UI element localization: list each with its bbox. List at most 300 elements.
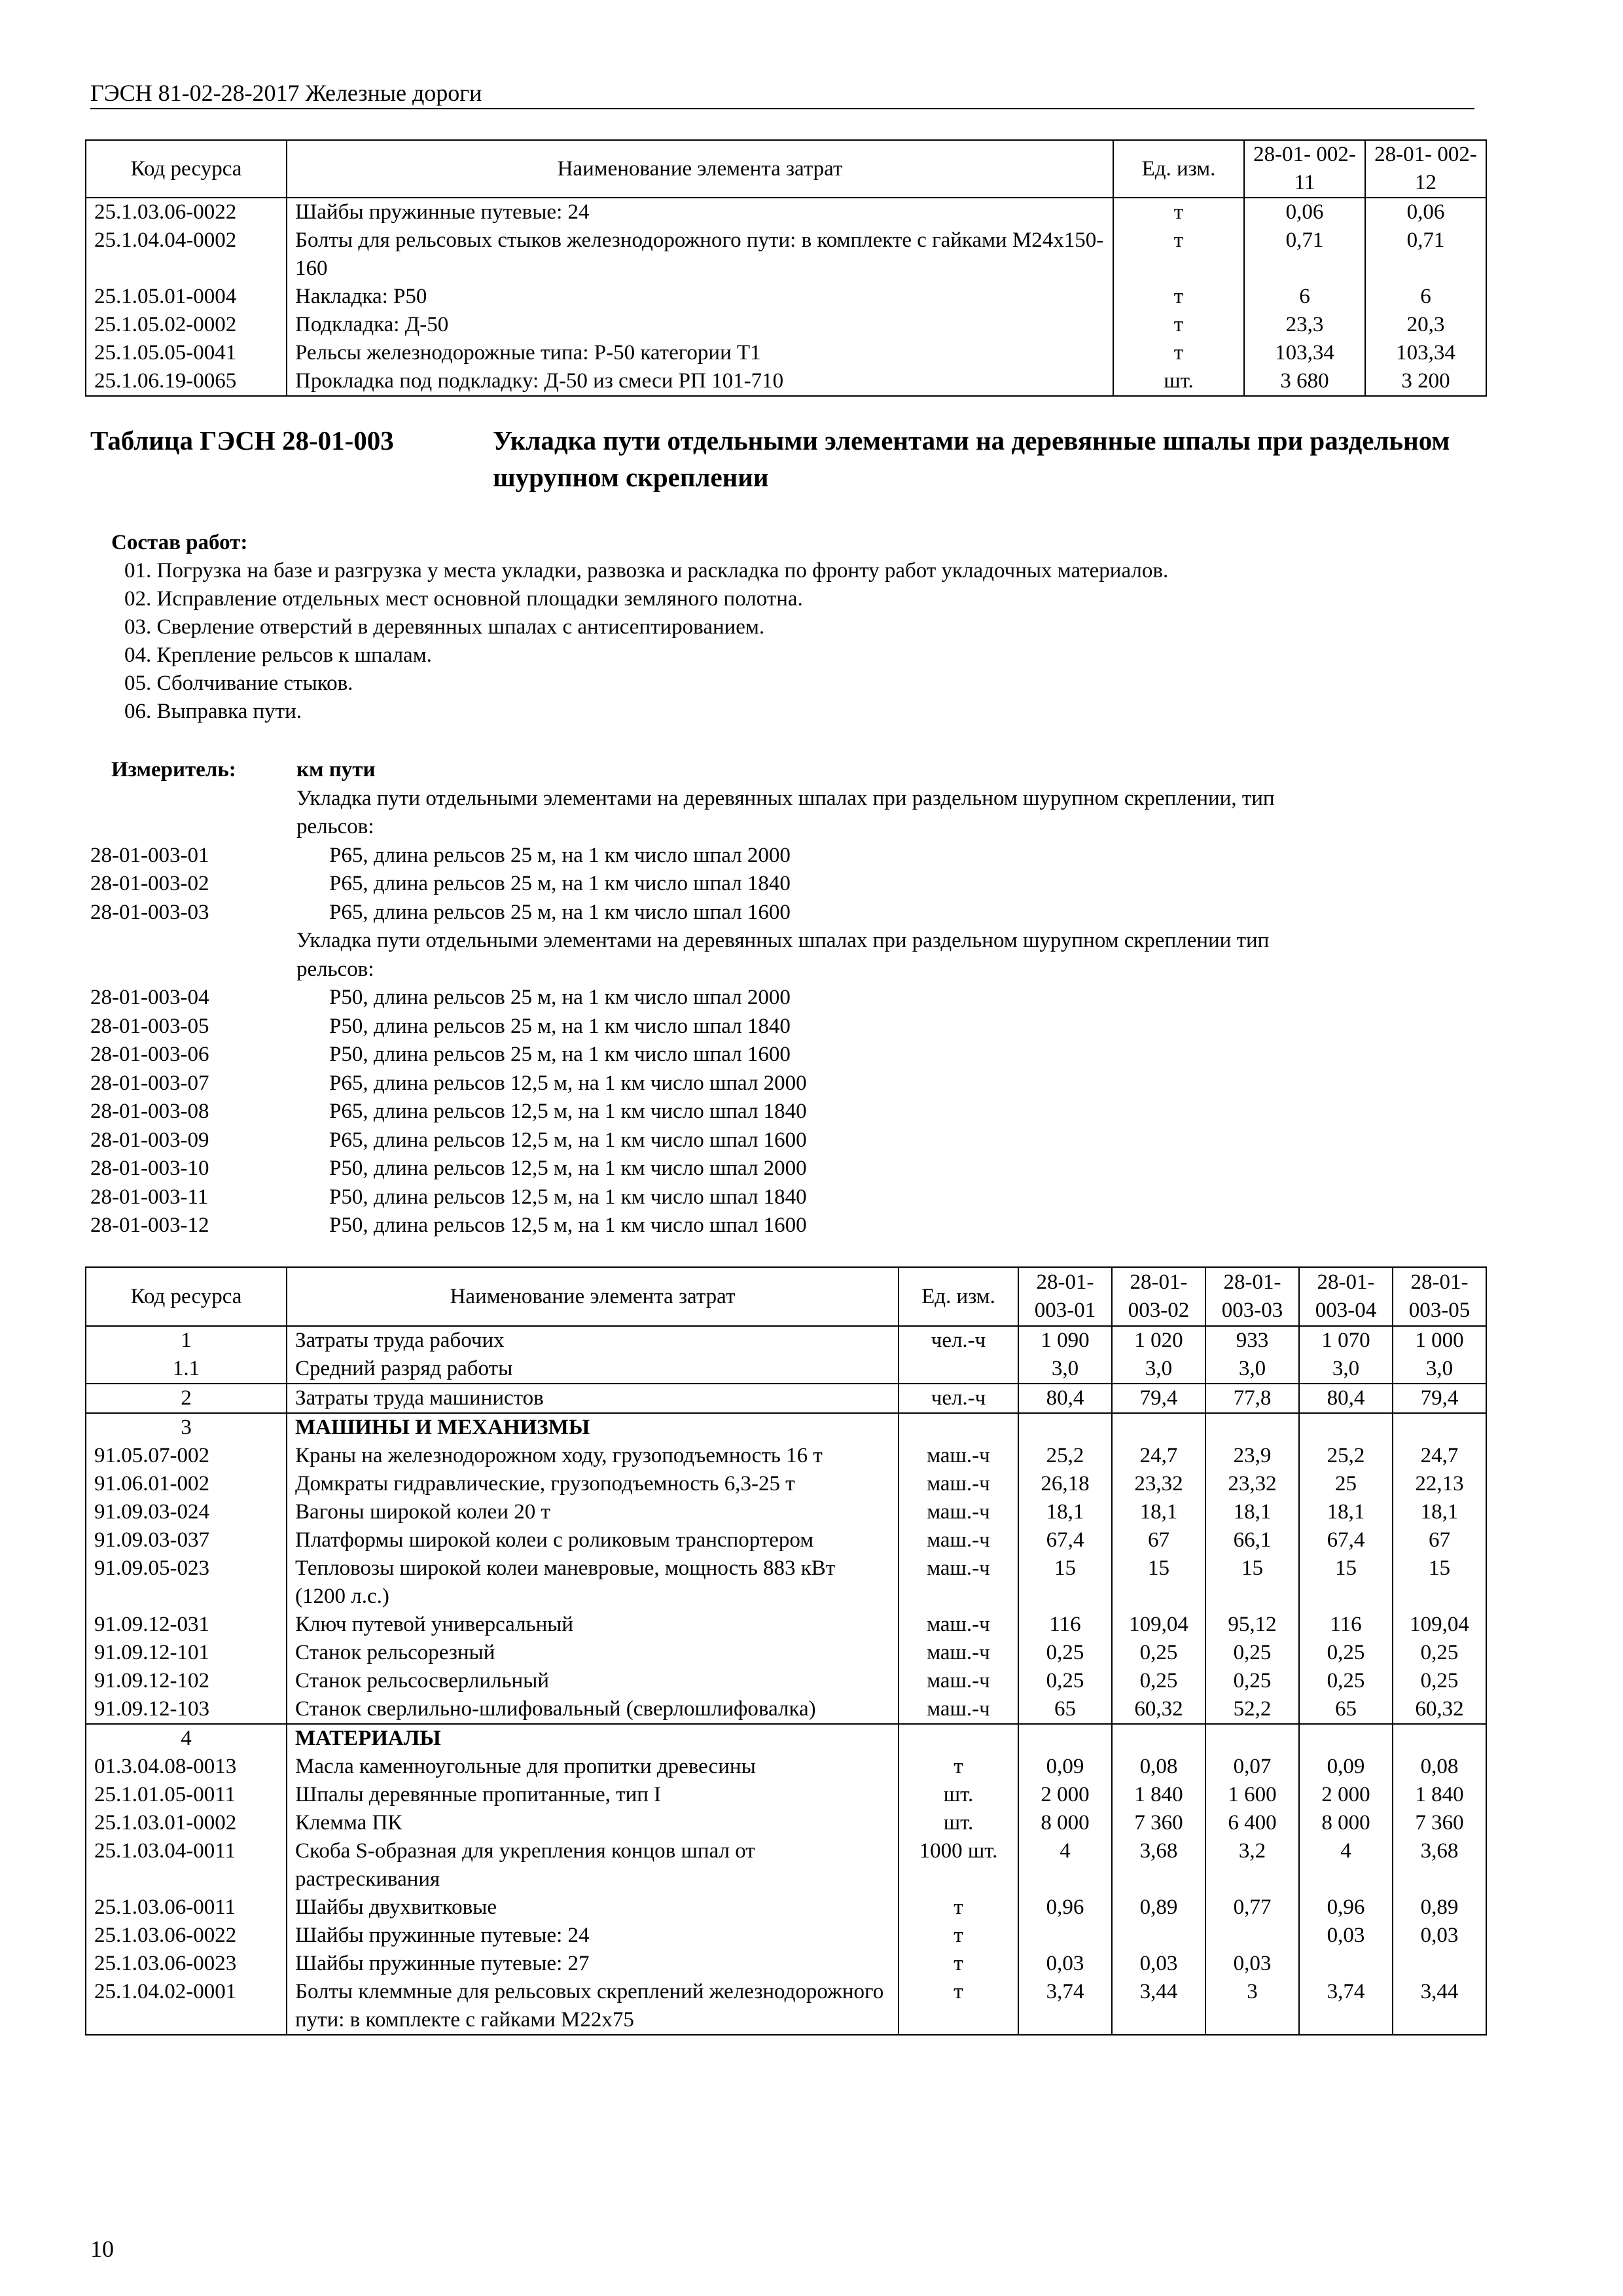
cell-value: 18,1 <box>1112 1498 1205 1526</box>
cell-value: 1 090 <box>1018 1326 1112 1355</box>
col-header-003-03: 28-01- 003-03 <box>1205 1267 1299 1326</box>
cell-unit <box>899 1413 1018 1442</box>
cell-unit: маш.-ч <box>899 1667 1018 1695</box>
cell-value <box>1299 1724 1393 1753</box>
cell-value: 3,0 <box>1205 1355 1299 1384</box>
cell-value: 3,0 <box>1018 1355 1112 1384</box>
cell-unit: маш.-ч <box>899 1442 1018 1470</box>
measure-unit: км пути <box>296 758 376 781</box>
measure-text: Р50, длина рельсов 12,5 м, на 1 км число шпал 1840 <box>329 1185 807 1209</box>
cell-unit: 1000 шт. <box>899 1837 1018 1893</box>
cell-code: 91.09.03-024 <box>86 1498 287 1526</box>
cell-value <box>1112 1413 1205 1442</box>
cell-name: Прокладка под подкладку: Д-50 из смеси РП 101-710 <box>287 367 1113 396</box>
cell-value: 3 <box>1205 1978 1299 2035</box>
cell-value: 3,0 <box>1393 1355 1486 1384</box>
measure-item <box>90 899 1478 927</box>
cell-value: 0,06 <box>1365 198 1486 226</box>
cell-value: 1 000 <box>1393 1326 1486 1355</box>
cell-value: 0,25 <box>1205 1639 1299 1667</box>
cell-code: 91.06.01-002 <box>86 1470 287 1498</box>
cell-value: 25 <box>1299 1470 1393 1498</box>
cell-value: 67,4 <box>1299 1526 1393 1554</box>
cell-value <box>1018 1724 1112 1753</box>
cell-value <box>1299 1413 1393 1442</box>
work-item: 02. Исправление отдельных мест основной площадки земляного полотна. <box>124 587 803 611</box>
cell-value: 1 840 <box>1393 1781 1486 1809</box>
header-rule <box>90 108 1474 109</box>
cell-unit: т <box>899 1950 1018 1978</box>
cell-value: 15 <box>1018 1554 1112 1611</box>
cell-name: Вагоны широкой колеи 20 т <box>287 1498 899 1526</box>
table-row <box>86 367 1486 396</box>
cell-name: Платформы широкой колеи с роликовым транспортером <box>287 1526 899 1554</box>
cell-value <box>1018 1413 1112 1442</box>
page-number: 10 <box>90 2236 114 2262</box>
cell-value: 0,71 <box>1365 226 1486 283</box>
cell-value: 22,13 <box>1393 1470 1486 1498</box>
cell-name: Шайбы пружинные путевые: 24 <box>287 198 1113 226</box>
cell-value: 109,04 <box>1393 1611 1486 1639</box>
cell-unit: чел.-ч <box>899 1326 1018 1355</box>
cell-value: 0,77 <box>1205 1893 1299 1922</box>
measure-code: 28-01-003-10 <box>90 1157 209 1180</box>
cell-code: 25.1.05.02-0002 <box>86 311 287 339</box>
cell-unit: шт. <box>899 1809 1018 1837</box>
cell-code: 25.1.03.06-0022 <box>86 198 287 226</box>
measure-code: 28-01-003-05 <box>90 1014 209 1038</box>
cell-name: Домкраты гидравлические, грузоподъемность 6,3-25 т <box>287 1470 899 1498</box>
cell-unit: т <box>1113 198 1244 226</box>
cell-value: 0,71 <box>1244 226 1365 283</box>
col-header-003-02: 28-01- 003-02 <box>1112 1267 1205 1326</box>
table-row <box>86 1639 1486 1667</box>
cell-value: 4 <box>1299 1837 1393 1893</box>
col-header-unit: Ед. изм. <box>899 1267 1018 1326</box>
cell-code: 91.09.12-031 <box>86 1611 287 1639</box>
work-item: 03. Сверление отверстий в деревянных шпалах с антисептированием. <box>124 615 765 639</box>
cell-value: 18,1 <box>1205 1498 1299 1526</box>
work-item: 05. Сболчивание стыков. <box>124 672 353 695</box>
cell-name: МАТЕРИАЛЫ <box>287 1724 899 1753</box>
cell-name: Болты клеммные для рельсовых скреплений железнодорожного пути: в комплекте с гайками М22х75 <box>287 1978 899 2035</box>
cell-value: 25,2 <box>1018 1442 1112 1470</box>
table-row <box>86 1498 1486 1526</box>
measure-text: Р65, длина рельсов 12,5 м, на 1 км число шпал 1600 <box>329 1128 807 1152</box>
cell-code: 25.1.05.01-0004 <box>86 283 287 311</box>
cell-value: 18,1 <box>1299 1498 1393 1526</box>
cell-code: 01.3.04.08-0013 <box>86 1753 287 1781</box>
table-row <box>86 1893 1486 1922</box>
cell-value: 3 680 <box>1244 367 1365 396</box>
cell-value <box>1393 1724 1486 1753</box>
cell-unit: маш.-ч <box>899 1498 1018 1526</box>
measure-code: 28-01-003-06 <box>90 1043 209 1066</box>
cell-code: 25.1.04.04-0002 <box>86 226 287 283</box>
cell-unit: чел.-ч <box>899 1384 1018 1413</box>
cell-value: 23,3 <box>1244 311 1365 339</box>
measure-code: 28-01-003-11 <box>90 1185 209 1209</box>
cell-value: 0,03 <box>1205 1950 1299 1978</box>
cell-value: 65 <box>1018 1695 1112 1724</box>
cell-value: 3,0 <box>1112 1355 1205 1384</box>
cell-value: 95,12 <box>1205 1611 1299 1639</box>
cell-value <box>1393 1413 1486 1442</box>
cell-code: 91.09.12-102 <box>86 1667 287 1695</box>
cell-value: 0,25 <box>1018 1639 1112 1667</box>
cell-name: Ключ путевой универсальный <box>287 1611 899 1639</box>
cell-name: Средний разряд работы <box>287 1355 899 1384</box>
table-row <box>86 1526 1486 1554</box>
measure-label: Измеритель: <box>111 758 236 781</box>
cell-code: 1.1 <box>86 1355 287 1384</box>
measure-text: Р50, длина рельсов 12,5 м, на 1 км число шпал 1600 <box>329 1213 807 1237</box>
cell-value: 24,7 <box>1393 1442 1486 1470</box>
col-header-code: Код ресурса <box>86 1267 287 1326</box>
cell-value: 0,25 <box>1018 1667 1112 1695</box>
measure-text: Р65, длина рельсов 12,5 м, на 1 км число шпал 1840 <box>329 1100 807 1123</box>
cell-name: Накладка: Р50 <box>287 283 1113 311</box>
work-heading: Состав работ: <box>111 531 248 554</box>
cell-value: 23,9 <box>1205 1442 1299 1470</box>
measure-code: 28-01-003-12 <box>90 1213 209 1237</box>
cell-code: 3 <box>86 1413 287 1442</box>
table-row <box>86 1978 1486 2035</box>
cell-value: 7 360 <box>1393 1809 1486 1837</box>
cell-unit: т <box>1113 311 1244 339</box>
cell-value: 0,08 <box>1112 1753 1205 1781</box>
cell-value: 15 <box>1112 1554 1205 1611</box>
cell-value: 67,4 <box>1018 1526 1112 1554</box>
cell-code: 25.1.03.06-0011 <box>86 1893 287 1922</box>
cell-unit <box>899 1355 1018 1384</box>
cell-code: 91.09.05-023 <box>86 1554 287 1611</box>
cell-code: 25.1.01.05-0011 <box>86 1781 287 1809</box>
cell-unit: маш.-ч <box>899 1470 1018 1498</box>
measure-block <box>90 756 1478 1240</box>
cell-value: 60,32 <box>1112 1695 1205 1724</box>
cell-value: 0,09 <box>1299 1753 1393 1781</box>
cell-unit <box>899 1724 1018 1753</box>
cell-value: 26,18 <box>1018 1470 1112 1498</box>
cell-unit: т <box>899 1978 1018 2035</box>
measure-text: Р50, длина рельсов 25 м, на 1 км число шпал 1600 <box>329 1043 791 1066</box>
measure-code: 28-01-003-07 <box>90 1071 209 1095</box>
cell-value: 77,8 <box>1205 1384 1299 1413</box>
cell-value: 6 400 <box>1205 1809 1299 1837</box>
table-body <box>86 1326 1486 2035</box>
cell-value: 3,68 <box>1112 1837 1205 1893</box>
cell-value: 3,0 <box>1299 1355 1393 1384</box>
cell-code: 25.1.05.05-0041 <box>86 339 287 367</box>
table-row <box>86 1554 1486 1611</box>
measure-intro <box>90 956 1478 984</box>
cell-name: Клемма ПК <box>287 1809 899 1837</box>
cell-value: 18,1 <box>1018 1498 1112 1526</box>
cell-value: 80,4 <box>1299 1384 1393 1413</box>
cell-name: Затраты труда рабочих <box>287 1326 899 1355</box>
cell-value: 60,32 <box>1393 1695 1486 1724</box>
cell-name: Подкладка: Д-50 <box>287 311 1113 339</box>
cell-value: 1 840 <box>1112 1781 1205 1809</box>
measure-intro <box>90 927 1478 956</box>
cell-value: 80,4 <box>1018 1384 1112 1413</box>
cell-name: Станок сверлильно-шлифовальный (сверлошлифовалка) <box>287 1695 899 1724</box>
cell-value: 116 <box>1018 1611 1112 1639</box>
cell-value: 3,68 <box>1393 1837 1486 1893</box>
measure-intro-text: рельсов: <box>296 815 374 838</box>
cell-value: 4 <box>1018 1837 1112 1893</box>
cell-value: 1 020 <box>1112 1326 1205 1355</box>
measure-text: Р50, длина рельсов 25 м, на 1 км число шпал 1840 <box>329 1014 791 1038</box>
cell-value: 15 <box>1299 1554 1393 1611</box>
col-header-name: Наименование элемента затрат <box>287 1267 899 1326</box>
table-id: Таблица ГЭСН 28-01-003 <box>90 425 394 456</box>
cell-value: 6 <box>1244 283 1365 311</box>
table-row <box>86 226 1486 283</box>
cell-code: 91.09.12-103 <box>86 1695 287 1724</box>
col-header-003-04: 28-01- 003-04 <box>1299 1267 1393 1326</box>
measure-intro <box>90 785 1478 814</box>
cell-value: 0,03 <box>1112 1950 1205 1978</box>
cell-name: Краны на железнодорожном ходу, грузоподъемность 16 т <box>287 1442 899 1470</box>
cell-name: МАШИНЫ И МЕХАНИЗМЫ <box>287 1413 899 1442</box>
cell-value: 24,7 <box>1112 1442 1205 1470</box>
cell-value: 3 200 <box>1365 367 1486 396</box>
measure-item <box>90 1183 1478 1212</box>
measure-intro <box>90 813 1478 842</box>
cell-unit: маш.-ч <box>899 1554 1018 1611</box>
col-header-002-11: 28-01- 002-11 <box>1244 140 1365 198</box>
table-row <box>86 1950 1486 1978</box>
cell-value: 8 000 <box>1299 1809 1393 1837</box>
cell-value: 18,1 <box>1393 1498 1486 1526</box>
cell-code: 91.09.12-101 <box>86 1639 287 1667</box>
cell-unit: т <box>1113 339 1244 367</box>
cell-value: 20,3 <box>1365 311 1486 339</box>
cell-value: 23,32 <box>1205 1470 1299 1498</box>
cell-value: 0,03 <box>1299 1922 1393 1950</box>
cell-value: 65 <box>1299 1695 1393 1724</box>
measure-text: Р65, длина рельсов 25 м, на 1 км число шпал 1840 <box>329 872 791 895</box>
resource-table-003 <box>85 1266 1487 2036</box>
cell-value: 0,25 <box>1112 1667 1205 1695</box>
measure-item <box>90 1155 1478 1183</box>
cell-value: 3,74 <box>1018 1978 1112 2035</box>
cell-value: 0,96 <box>1299 1893 1393 1922</box>
cell-value <box>1205 1413 1299 1442</box>
cell-name: Рельсы железнодорожные типа: Р-50 категории Т1 <box>287 339 1113 367</box>
col-header-code: Код ресурса <box>86 140 287 198</box>
cell-code: 25.1.03.01-0002 <box>86 1809 287 1837</box>
cell-value: 3,2 <box>1205 1837 1299 1893</box>
table-row <box>86 1355 1486 1384</box>
cell-code: 2 <box>86 1384 287 1413</box>
cell-value: 116 <box>1299 1611 1393 1639</box>
cell-unit: т <box>899 1753 1018 1781</box>
cell-code: 25.1.03.06-0022 <box>86 1922 287 1950</box>
cell-value: 0,25 <box>1393 1639 1486 1667</box>
cell-value: 8 000 <box>1018 1809 1112 1837</box>
cell-value: 0,03 <box>1393 1922 1486 1950</box>
table-row <box>86 1781 1486 1809</box>
cell-name: Затраты труда машинистов <box>287 1384 899 1413</box>
table-row <box>86 1753 1486 1781</box>
measure-item <box>90 842 1478 870</box>
table-row <box>86 1724 1486 1753</box>
table-row <box>86 339 1486 367</box>
cell-value: 109,04 <box>1112 1611 1205 1639</box>
measure-intro-text: Укладка пути отдельными элементами на деревянных шпалах при раздельном шурупном скреплении, тип <box>296 786 1275 810</box>
cell-value: 15 <box>1393 1554 1486 1611</box>
measure-text: Р50, длина рельсов 25 м, на 1 км число шпал 2000 <box>329 986 791 1009</box>
cell-value <box>1299 1950 1393 1978</box>
cell-value: 3,44 <box>1112 1978 1205 2035</box>
cell-value: 0,96 <box>1018 1893 1112 1922</box>
cell-value: 79,4 <box>1393 1384 1486 1413</box>
page-header: ГЭСН 81-02-28-2017 Железные дороги <box>90 80 482 106</box>
cell-name: Станок рельсосверлильный <box>287 1667 899 1695</box>
col-header-003-01: 28-01- 003-01 <box>1018 1267 1112 1326</box>
cell-code: 25.1.06.19-0065 <box>86 367 287 396</box>
work-item: 01. Погрузка на базе и разгрузка у места укладки, развозка и раскладка по фронту работ укладочных материалов. <box>124 559 1169 583</box>
cell-value: 0,25 <box>1299 1639 1393 1667</box>
measure-item <box>90 1126 1478 1155</box>
cell-value: 52,2 <box>1205 1695 1299 1724</box>
measure-intro-text: рельсов: <box>296 957 374 981</box>
cell-value: 0,89 <box>1393 1893 1486 1922</box>
cell-value: 3,44 <box>1393 1978 1486 2035</box>
cell-value <box>1393 1950 1486 1978</box>
cell-value: 15 <box>1205 1554 1299 1611</box>
col-header-name: Наименование элемента затрат <box>287 140 1113 198</box>
table-row <box>86 1470 1486 1498</box>
measure-code: 28-01-003-08 <box>90 1100 209 1123</box>
cell-value: 0,89 <box>1112 1893 1205 1922</box>
measure-code: 28-01-003-04 <box>90 986 209 1009</box>
cell-value: 103,34 <box>1365 339 1486 367</box>
cell-code: 91.09.03-037 <box>86 1526 287 1554</box>
table-row <box>86 198 1486 226</box>
cell-name: Шпалы деревянные пропитанные, тип I <box>287 1781 899 1809</box>
cell-name: Шайбы пружинные путевые: 27 <box>287 1950 899 1978</box>
cell-unit: маш.-ч <box>899 1526 1018 1554</box>
cell-unit: т <box>1113 283 1244 311</box>
measure-code: 28-01-003-02 <box>90 872 209 895</box>
cell-value: 0,09 <box>1018 1753 1112 1781</box>
cell-value: 0,03 <box>1018 1950 1112 1978</box>
measure-text: Р65, длина рельсов 25 м, на 1 км число шпал 2000 <box>329 843 791 867</box>
work-item: 06. Выправка пути. <box>124 700 302 723</box>
table-row <box>86 1922 1486 1950</box>
measure-code: 28-01-003-09 <box>90 1128 209 1152</box>
cell-unit: шт. <box>1113 367 1244 396</box>
cell-name: Тепловозы широкой колеи маневровые, мощность 883 кВт (1200 л.с.) <box>287 1554 899 1611</box>
cell-unit: т <box>899 1893 1018 1922</box>
table-row <box>86 311 1486 339</box>
table-title: Укладка пути отдельными элементами на деревянные шпалы при раздельном шурупном скреплении <box>493 425 1450 492</box>
measure-code: 28-01-003-01 <box>90 843 209 867</box>
cell-name: Шайбы двухвитковые <box>287 1893 899 1922</box>
measure-item <box>90 1013 1478 1041</box>
cell-value: 0,25 <box>1393 1667 1486 1695</box>
cell-value: 2 000 <box>1018 1781 1112 1809</box>
table-row <box>86 1667 1486 1695</box>
cell-value: 2 000 <box>1299 1781 1393 1809</box>
resource-table-002 <box>85 139 1487 397</box>
cell-value: 0,25 <box>1205 1667 1299 1695</box>
cell-name: Масла каменноугольные для пропитки древесины <box>287 1753 899 1781</box>
measure-item <box>90 1069 1478 1098</box>
table-row <box>86 1384 1486 1413</box>
cell-code: 25.1.03.06-0023 <box>86 1950 287 1978</box>
measure-item <box>90 1098 1478 1126</box>
cell-code: 91.05.07-002 <box>86 1442 287 1470</box>
cell-value: 6 <box>1365 283 1486 311</box>
table-row <box>86 283 1486 311</box>
cell-value: 3,74 <box>1299 1978 1393 2035</box>
cell-value: 67 <box>1393 1526 1486 1554</box>
work-item: 04. Крепление рельсов к шпалам. <box>124 643 432 667</box>
cell-unit: маш.-ч <box>899 1611 1018 1639</box>
measure-text: Р50, длина рельсов 12,5 м, на 1 км число шпал 2000 <box>329 1157 807 1180</box>
work-composition <box>111 529 1472 726</box>
cell-code: 4 <box>86 1724 287 1753</box>
table-row <box>86 1413 1486 1442</box>
cell-value: 0,25 <box>1299 1667 1393 1695</box>
cell-value: 1 070 <box>1299 1326 1393 1355</box>
cell-value: 1 600 <box>1205 1781 1299 1809</box>
cell-value: 25,2 <box>1299 1442 1393 1470</box>
table-row <box>86 1442 1486 1470</box>
measure-text: Р65, длина рельсов 25 м, на 1 км число шпал 1600 <box>329 900 791 924</box>
measure-code: 28-01-003-03 <box>90 900 209 924</box>
measure-item <box>90 1211 1478 1240</box>
cell-unit: т <box>1113 226 1244 283</box>
cell-value: 67 <box>1112 1526 1205 1554</box>
cell-value <box>1112 1922 1205 1950</box>
cell-value: 0,08 <box>1393 1753 1486 1781</box>
cell-value: 7 360 <box>1112 1809 1205 1837</box>
table-row <box>86 1326 1486 1355</box>
cell-name: Станок рельсорезный <box>287 1639 899 1667</box>
cell-code: 25.1.04.02-0001 <box>86 1978 287 2035</box>
cell-value: 0,06 <box>1244 198 1365 226</box>
table-row <box>86 1695 1486 1724</box>
table-row <box>86 1611 1486 1639</box>
measure-item <box>90 1041 1478 1069</box>
cell-unit: т <box>899 1922 1018 1950</box>
col-header-002-12: 28-01- 002-12 <box>1365 140 1486 198</box>
cell-value <box>1205 1724 1299 1753</box>
cell-unit: шт. <box>899 1781 1018 1809</box>
cell-value: 933 <box>1205 1326 1299 1355</box>
cell-code: 25.1.03.04-0011 <box>86 1837 287 1893</box>
cell-value <box>1112 1724 1205 1753</box>
cell-value: 0,07 <box>1205 1753 1299 1781</box>
measure-row <box>90 756 1478 785</box>
table-row <box>86 1837 1486 1893</box>
cell-value: 23,32 <box>1112 1470 1205 1498</box>
cell-unit: маш.-ч <box>899 1639 1018 1667</box>
cell-name: Скоба S-образная для укрепления концов шпал от растрескивания <box>287 1837 899 1893</box>
col-header-003-05: 28-01- 003-05 <box>1393 1267 1486 1326</box>
cell-name: Болты для рельсовых стыков железнодорожного пути: в комплекте с гайками М24х150-160 <box>287 226 1113 283</box>
cell-value: 66,1 <box>1205 1526 1299 1554</box>
col-header-unit: Ед. изм. <box>1113 140 1244 198</box>
cell-value: 79,4 <box>1112 1384 1205 1413</box>
cell-value <box>1205 1922 1299 1950</box>
